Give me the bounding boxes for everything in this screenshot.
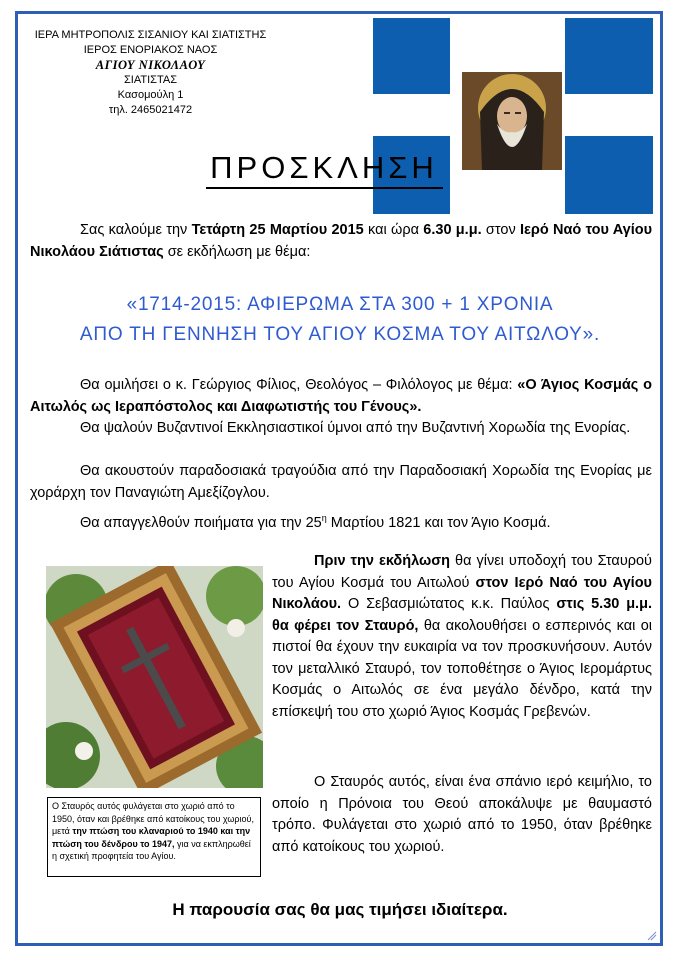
byzantine-choir-paragraph: Θα ψαλούν Βυζαντινοί Εκκλησιαστικοί ύμνοι από την Βυζαντινή Χορωδία της Ενορίας. <box>80 420 631 436</box>
event-time: 6.30 μ.μ. <box>423 222 482 238</box>
church-type-line: ΙΕΡΟΣ ΕΝΟΡΙΑΚΟΣ ΝΑΟΣ <box>83 44 218 56</box>
folk-choir-paragraph: Θα ακουστούν παραδοσιακά τραγούδια από την Παραδοσιακή Χορωδία της Ενορίας με χοράρχη τον Παναγιώτη Αμεξίζογλου. <box>30 463 652 501</box>
intro-paragraph: Σας καλούμε την Τετάρτη 25 Μαρτίου 2015 και ώρα 6.30 μ.μ. στον Ιερό Ναό του Αγίου Νικολάου Σιάτιστας σε εκδήλωση με θέμα: <box>30 222 653 260</box>
parish-header <box>28 28 273 118</box>
speaker-paragraph: Θα ομιλήσει ο κ. Γεώργιος Φίλιος, Θεολόγος – Φιλόλογος με θέμα: «Ο Άγιος Κοσμάς ο Αιτωλός ως Ιεραπόστολος και Διαφωτιστής του Γένους». <box>30 377 652 415</box>
church-name: ΑΓΙΟΥ ΝΙΚΟΛΑΟΥ <box>95 58 206 72</box>
corner-mark-icon <box>646 930 658 942</box>
saint-icon-portrait <box>462 72 562 170</box>
event-date: Τετάρτη 25 Μαρτίου 2015 <box>191 222 364 238</box>
event-place: Ιερό Ναό του Αγίου Νικολάου Σιάτιστας <box>30 222 653 260</box>
title-underline <box>206 187 443 189</box>
invitation-title: ΠΡΟΣΚΛΗΣΗ <box>210 150 438 185</box>
lecture-title: «Ο Άγιος Κοσμάς ο Αιτωλός ως Ιεραπόστολος και Διαφωτιστής του Γένους». <box>30 377 652 415</box>
phone-line: τηλ. 2465021472 <box>108 104 193 116</box>
closing-line: Η παρουσία σας θα μας τιμήσει ιδιαίτερα. <box>172 900 508 919</box>
photo-caption: Ο Σταυρός αυτός φυλάγεται στο χωριό από το 1950, όταν και βρέθηκε από κατοίκους του χωριού, μετά την πτώση του κλαναριού το 1940 και την πτώση του δένδρου το 1947, για να εκπληρωθεί η σχετική προφητεία του Αγίου. <box>47 797 261 877</box>
town-line: ΣΙΑΤΙΣΤΑΣ <box>124 74 177 86</box>
poems-paragraph: Θα απαγγελθούν ποιήματα για την $25^\eta$ Μαρτίου 1821 και τον Άγιο Κοσμά. <box>80 513 551 531</box>
cross-history-paragraph: Ο Σταυρός αυτός, είναι ένα σπάνιο ιερό κειμήλιο, το οποίο η Πρόνοια του Θεού αποκάλυψε με θαυμαστό τρόπο. Φυλάγεται στο χωριό από το 1950, όταν βρέθηκε από κατοίκους του χωριού. <box>272 774 652 855</box>
holy-cross-photo <box>46 566 263 788</box>
address-line: Κασομούλη 1 <box>117 89 184 101</box>
cross-reception-paragraph: Πριν την εκδήλωση θα γίνει υποδοχή του Σταυρού του Αγίου Κοσμά του Αιτωλού στον Ιερό Ναό του Αγίου Νικολάου. Ο Σεβασμιώτατος κ.κ. Παύλος στις 5.30 μ.μ. θα φέρει τον Σταυρό, θα ακολουθήσει ο εσπερινός και οι πιστοί θα έχουν την ευκαιρία να τον προσκυνήσουν. Αυτόν τον μεταλλικό Σταυρό, τον τοποθέτησε ο Άγιος Ιερομάρτυς Κοσμάς ο Αιτωλός σε ένα μεγάλο δένδρο, κατά την επίσκεψή του στο χωριό Άγιος Κοσμάς Γρεβενών. <box>272 553 652 720</box>
event-theme: «1714-2015: ΑΦΙΕΡΩΜΑ ΣΤΑ 300 + 1 ΧΡΟΝΙΑ ΑΠΟ ΤΗ ΓΕΝΝΗΣΗ ΤΟΥ ΑΓΙΟΥ ΚΟΣΜΑ ΤΟΥ ΑΙΤΩΛΟΥ». <box>79 294 601 345</box>
metropolis-line: ΙΕΡΑ ΜΗΤΡΟΠΟΛΙΣ ΣΙΣΑΝΙΟΥ ΚΑΙ ΣΙΑΤΙΣΤΗΣ <box>34 29 267 41</box>
